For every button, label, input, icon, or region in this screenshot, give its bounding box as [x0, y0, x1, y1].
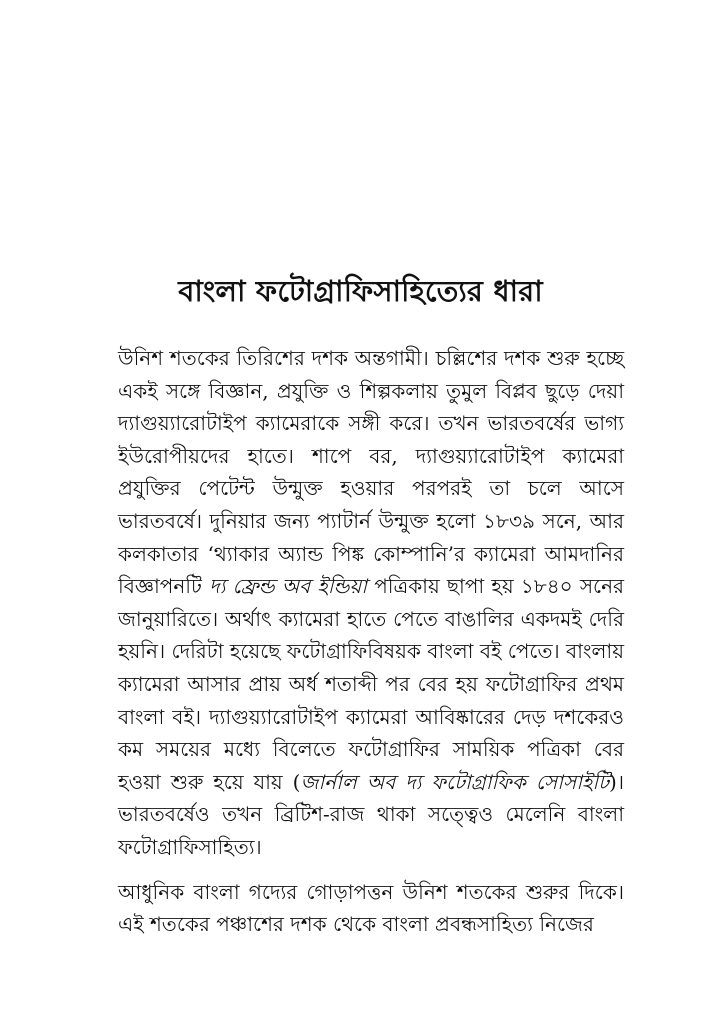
- newspaper-title: দ্য ফ্রেন্ড অব ইন্ডিয়া: [209, 574, 368, 599]
- journal-title: জার্নাল অব দ্য ফটোগ্রাফিক সোসাইটি: [300, 769, 610, 794]
- paragraph-1-text-c: )। ভারতবর্ষেও তখন ব্রিটিশ-রাজ থাকা সত্ত্বেও মেলেনি বাংলা ফটোগ্রাফিসাহিত্য।: [118, 769, 624, 859]
- paragraph-1-text-b: পত্রিকায় ছাপা হয় ১৮৪০ সনের জানুয়ারিতে। অর্থাৎ ক্যামেরা হাতে পেতে বাঙালির একদমই দেরি হয়নি। দেরিটা হয়েছে ফটোগ্রাফিবিষয়ক বাংলা বই পেতে। বাংলায় ক্যামেরা আসার প্রায় অর্ধ শতাব্দী পর বের হয় ফটোগ্রাফির প্রথম বাংলা বই। দ্যাগুয়্যারোটাইপ ক্যামেরা আবিষ্কারের দেড় দশকেরও কম সময়ের মধ্যে বিলেতে ফটোগ্রাফির সাময়িক পত্রিকা বের হওয়া শুরু হয়ে যায় (: [118, 574, 625, 794]
- paragraph-2: আধুনিক বাংলা গদ্যের গোড়াপত্তন উনিশ শতকের শুরুর দিকে। এই শতকের পঞ্চাশের দশক থেকে বাংলা প্রবন্ধসাহিত্য নিজের: [118, 879, 624, 937]
- paragraph-1-text-a: উনিশ শতকের তিরিশের দশক অন্তগামী। চল্লিশের দশক শুরু হচ্ছে একই সঙ্গে বিজ্ঞান, প্রযুক্তি ও শিল্পকলায় তুমুল বিপ্লব ছুড়ে দেয়া দ্যাগুয়্যারোটাইপ ক্যামেরাকে সঙ্গী করে। তখন ভারতবর্ষের ভাগ্য ইউরোপীয়দের হাতে। শাপে বর, দ্যাগুয়্যারোটাইপ ক্যামেরা প্রযুক্তির পেটেন্ট উন্মুক্ত হওয়ার পরপরই তা চলে আসে ভারতবর্ষে। দুনিয়ার জন্য প্যাটার্ন উন্মুক্ত হলো ১৮৩৯ সনে, আর কলকাতার ‘থ্যাকার অ্যান্ড পিঙ্ক কোম্পানি’র ক্যামেরা আমদানির বিজ্ঞাপনটি: [118, 346, 624, 599]
- chapter-body: [118, 342, 624, 941]
- chapter-title: বাংলা ফটোগ্রাফিসাহিত্যের ধারা: [178, 274, 543, 309]
- paragraph-1: [118, 342, 624, 864]
